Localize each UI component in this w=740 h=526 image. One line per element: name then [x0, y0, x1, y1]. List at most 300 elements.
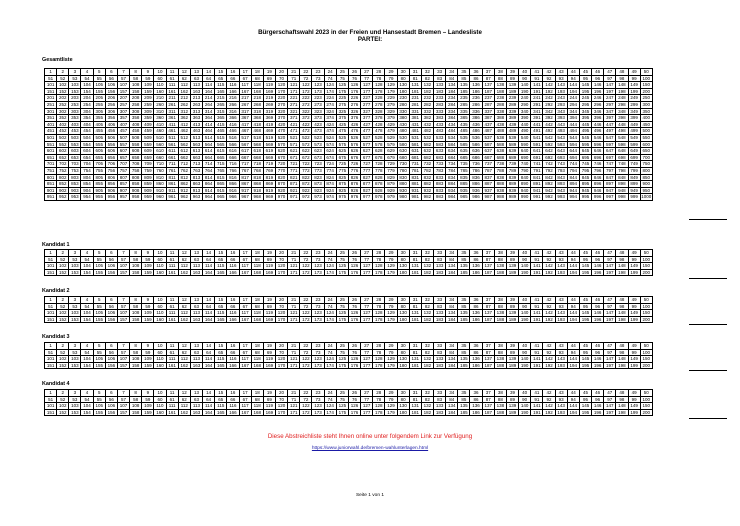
tally-cell: 100: [640, 303, 652, 310]
tally-cell: 89: [506, 256, 518, 263]
tally-cell: 141: [531, 82, 543, 89]
tally-cell: 59: [142, 303, 154, 310]
tally-cell: 519: [263, 134, 275, 141]
sum-line-kandidat-3: [689, 370, 727, 371]
tally-cell: 122: [300, 263, 312, 270]
tally-cell: 15: [215, 343, 227, 350]
tally-cell: 165: [215, 409, 227, 416]
tally-cell: 363: [190, 115, 202, 122]
tally-cell: 998: [616, 194, 628, 201]
tally-cell: 666: [227, 154, 239, 161]
tally-cell: 390: [519, 115, 531, 122]
tally-cell: 9: [142, 343, 154, 350]
tally-cell: 139: [506, 82, 518, 89]
tally-cell: 79: [385, 256, 397, 263]
tally-cell: 75: [336, 396, 348, 403]
tally-cell: 173: [312, 409, 324, 416]
tally-cell: 816: [227, 174, 239, 181]
tally-cell: 68: [251, 256, 263, 263]
tally-cell: 140: [519, 310, 531, 317]
tally-cell: 23: [312, 69, 324, 76]
tally-cell: 542: [543, 134, 555, 141]
tally-cell: 833: [434, 174, 446, 181]
tally-cell: 582: [421, 141, 433, 148]
tally-cell: 420: [275, 121, 287, 128]
tally-cell: 107: [117, 82, 129, 89]
tally-cell: 94: [567, 256, 579, 263]
tally-cell: 20: [275, 69, 287, 76]
tally-cell: 13: [190, 69, 202, 76]
tally-cell: 625: [336, 148, 348, 155]
tally-cell: 406: [105, 121, 117, 128]
tally-cell: 257: [117, 101, 129, 108]
tally-cell: 325: [336, 108, 348, 115]
tally-cell: 178: [373, 88, 385, 95]
tally-cell: 110: [154, 82, 166, 89]
tally-cell: 724: [324, 161, 336, 168]
tally-cell: 761: [166, 167, 178, 174]
tally-cell: 790: [519, 167, 531, 174]
tally-cell: 104: [81, 263, 93, 270]
tally-cell: 107: [117, 403, 129, 410]
tally-cell: 324: [324, 108, 336, 115]
tally-cell: 1: [45, 390, 57, 397]
tally-cell: 73: [312, 303, 324, 310]
tally-cell: 82: [421, 256, 433, 263]
tally-cell: 814: [203, 174, 215, 181]
tally-cell: 12: [178, 390, 190, 397]
tally-cell: 38: [494, 250, 506, 257]
tally-cell: 84: [446, 303, 458, 310]
tally-cell: 965: [215, 194, 227, 201]
tally-cell: 745: [579, 161, 591, 168]
tally-cell: 95: [579, 349, 591, 356]
tally-cell: 171: [288, 269, 300, 276]
tally-cell: 316: [227, 108, 239, 115]
tally-cell: 69: [263, 75, 275, 82]
tally-cell: 161: [166, 316, 178, 323]
tally-cell: 920: [275, 187, 287, 194]
tally-cell: 64: [203, 75, 215, 82]
tally-cell: 681: [409, 154, 421, 161]
tally-cell: 162: [178, 362, 190, 369]
tally-cell: 133: [434, 82, 446, 89]
tally-cell: 447: [604, 121, 616, 128]
tally-cell: 940: [519, 187, 531, 194]
tally-cell: 144: [567, 263, 579, 270]
tally-cell: 804: [81, 174, 93, 181]
tally-cell: 533: [434, 134, 446, 141]
tally-cell: 179: [385, 362, 397, 369]
tally-cell: 112: [178, 263, 190, 270]
tally-cell: 175: [336, 269, 348, 276]
tally-cell: 183: [434, 362, 446, 369]
tally-cell: 219: [263, 95, 275, 102]
tally-cell: 634: [446, 148, 458, 155]
tally-cell: 58: [130, 396, 142, 403]
download-link[interactable]: https://www.juniorwahl.de/bremen-wahlunterlagen.html: [311, 446, 429, 451]
tally-cell: 66: [227, 349, 239, 356]
tally-cell: 2: [57, 297, 69, 304]
tally-cell: 321: [288, 108, 300, 115]
tally-cell: 192: [543, 409, 555, 416]
tally-cell: 273: [312, 101, 324, 108]
tally-cell: 226: [348, 95, 360, 102]
tally-cell: 189: [506, 88, 518, 95]
tally-cell: 522: [300, 134, 312, 141]
tally-cell: 291: [531, 101, 543, 108]
tally-cell: 600: [640, 141, 652, 148]
tally-cell: 979: [385, 194, 397, 201]
tally-cell: 128: [373, 356, 385, 363]
tally-cell: 778: [373, 167, 385, 174]
tally-cell: 132: [421, 263, 433, 270]
tally-cell: 152: [57, 316, 69, 323]
tally-cell: 196: [592, 269, 604, 276]
tally-cell: 155: [93, 269, 105, 276]
tally-cell: 187: [482, 409, 494, 416]
tally-cell: 143: [555, 310, 567, 317]
tally-cell: 155: [93, 316, 105, 323]
tally-cell: 975: [336, 194, 348, 201]
tally-cell: 189: [506, 269, 518, 276]
tally-cell: 242: [543, 95, 555, 102]
tally-cell: 115: [215, 82, 227, 89]
tally-cell: 138: [494, 310, 506, 317]
tally-cell: 45: [579, 69, 591, 76]
tally-cell: 114: [203, 356, 215, 363]
tally-cell: 127: [361, 82, 373, 89]
tally-cell: 173: [312, 316, 324, 323]
tally-cell: 825: [336, 174, 348, 181]
tally-cell: 941: [531, 187, 543, 194]
tally-cell: 188: [494, 88, 506, 95]
tally-cell: 607: [117, 148, 129, 155]
tally-cell: 157: [117, 362, 129, 369]
tally-cell: 198: [616, 362, 628, 369]
tally-cell: 97: [604, 303, 616, 310]
tally-cell: 42: [543, 69, 555, 76]
tally-cell: 41: [531, 69, 543, 76]
online-notice: Diese Abstreichliste steht Ihnen online unter folgendem Link zur Verfügung: [267, 433, 473, 440]
tally-cell: 7: [117, 250, 129, 257]
tally-cell: 41: [531, 343, 543, 350]
tally-cell: 59: [142, 256, 154, 263]
tally-cell: 822: [300, 174, 312, 181]
tally-cell: 95: [579, 303, 591, 310]
tally-cell: 842: [543, 174, 555, 181]
tally-cell: 44: [567, 297, 579, 304]
tally-cell: 186: [470, 409, 482, 416]
tally-cell: 112: [178, 310, 190, 317]
tally-cell: 849: [628, 174, 640, 181]
tally-cell: 659: [142, 154, 154, 161]
tally-cell: 120: [275, 310, 287, 317]
tally-cell: 297: [604, 101, 616, 108]
tally-cell: 708: [130, 161, 142, 168]
tally-cell: 370: [275, 115, 287, 122]
tally-cell: 718: [251, 161, 263, 168]
tally-cell: 484: [446, 128, 458, 135]
tally-cell: 136: [470, 82, 482, 89]
tally-cell: 194: [567, 316, 579, 323]
tally-cell: 183: [434, 88, 446, 95]
tally-cell: 871: [288, 181, 300, 188]
tally-cell: 110: [154, 356, 166, 363]
tally-cell: 764: [203, 167, 215, 174]
tally-grid-kandidat-3: [44, 342, 653, 369]
tally-cell: 322: [300, 108, 312, 115]
tally-cell: 135: [458, 82, 470, 89]
tally-cell: 259: [142, 101, 154, 108]
tally-cell: 679: [385, 154, 397, 161]
tally-cell: 77: [361, 349, 373, 356]
tally-cell: 535: [458, 134, 470, 141]
tally-cell: 980: [397, 194, 409, 201]
tally-cell: 305: [93, 108, 105, 115]
tally-cell: 79: [385, 303, 397, 310]
tally-cell: 28: [373, 390, 385, 397]
tally-cell: 855: [93, 181, 105, 188]
tally-cell: 13: [190, 390, 202, 397]
tally-cell: 615: [215, 148, 227, 155]
tally-cell: 92: [543, 75, 555, 82]
tally-cell: 79: [385, 349, 397, 356]
tally-cell: 57: [117, 303, 129, 310]
tally-cell: 165: [215, 88, 227, 95]
tally-cell: 534: [446, 134, 458, 141]
tally-cell: 181: [409, 362, 421, 369]
tally-cell: 188: [494, 409, 506, 416]
tally-cell: 684: [446, 154, 458, 161]
tally-cell: 145: [579, 403, 591, 410]
tally-cell: 528: [373, 134, 385, 141]
tally-cell: 491: [531, 128, 543, 135]
tally-cell: 793: [555, 167, 567, 174]
tally-cell: 138: [494, 356, 506, 363]
tally-cell: 530: [397, 134, 409, 141]
tally-cell: 181: [409, 316, 421, 323]
tally-cell: 303: [69, 108, 81, 115]
tally-cell: 323: [312, 108, 324, 115]
tally-cell: 701: [45, 161, 57, 168]
tally-cell: 52: [57, 256, 69, 263]
tally-cell: 228: [373, 95, 385, 102]
tally-cell: 562: [178, 141, 190, 148]
tally-cell: 64: [203, 256, 215, 263]
tally-cell: 796: [592, 167, 604, 174]
tally-cell: 73: [312, 396, 324, 403]
tally-cell: 633: [434, 148, 446, 155]
tally-cell: 98: [616, 396, 628, 403]
tally-cell: 463: [190, 128, 202, 135]
tally-cell: 68: [251, 75, 263, 82]
tally-cell: 603: [69, 148, 81, 155]
tally-cell: 892: [543, 181, 555, 188]
tally-cell: 486: [470, 128, 482, 135]
tally-cell: 21: [288, 390, 300, 397]
tally-cell: 568: [251, 141, 263, 148]
tally-cell: 146: [592, 82, 604, 89]
tally-cell: 882: [421, 181, 433, 188]
tally-cell: 1: [45, 297, 57, 304]
tally-cell: 275: [336, 101, 348, 108]
tally-cell: 167: [239, 316, 251, 323]
tally-cell: 760: [154, 167, 166, 174]
tally-cell: 907: [117, 187, 129, 194]
tally-cell: 116: [227, 263, 239, 270]
tally-cell: 66: [227, 75, 239, 82]
tally-cell: 487: [482, 128, 494, 135]
tally-cell: 148: [616, 403, 628, 410]
tally-cell: 660: [154, 154, 166, 161]
tally-cell: 11: [166, 250, 178, 257]
tally-cell: 17: [239, 250, 251, 257]
tally-cell: 262: [178, 101, 190, 108]
tally-cell: 152: [57, 269, 69, 276]
tally-cell: 157: [117, 316, 129, 323]
tally-cell: 193: [555, 409, 567, 416]
tally-cell: 974: [324, 194, 336, 201]
tally-cell: 179: [385, 409, 397, 416]
tally-cell: 24: [324, 250, 336, 257]
tally-cell: 42: [543, 390, 555, 397]
tally-cell: 348: [616, 108, 628, 115]
tally-cell: 127: [361, 403, 373, 410]
tally-cell: 811: [166, 174, 178, 181]
tally-cell: 630: [397, 148, 409, 155]
tally-cell: 296: [592, 101, 604, 108]
tally-cell: 543: [555, 134, 567, 141]
tally-cell: 106: [105, 263, 117, 270]
tally-cell: 24: [324, 69, 336, 76]
grid-row: [45, 356, 653, 363]
tally-cell: 903: [69, 187, 81, 194]
tally-cell: 64: [203, 349, 215, 356]
tally-cell: 797: [604, 167, 616, 174]
tally-cell: 438: [494, 121, 506, 128]
tally-cell: 611: [166, 148, 178, 155]
tally-cell: 110: [154, 263, 166, 270]
tally-cell: 194: [567, 409, 579, 416]
tally-cell: 130: [397, 263, 409, 270]
tally-cell: 178: [373, 316, 385, 323]
tally-cell: 645: [579, 148, 591, 155]
tally-cell: 61: [166, 303, 178, 310]
tally-cell: 129: [385, 403, 397, 410]
tally-cell: 20: [275, 390, 287, 397]
tally-cell: 516: [227, 134, 239, 141]
tally-cell: 67: [239, 396, 251, 403]
tally-cell: 78: [373, 256, 385, 263]
tally-cell: 268: [251, 101, 263, 108]
tally-cell: 384: [446, 115, 458, 122]
tally-cell: 911: [166, 187, 178, 194]
tally-cell: 173: [312, 269, 324, 276]
tally-cell: 515: [215, 134, 227, 141]
tally-cell: 199: [628, 316, 640, 323]
tally-cell: 39: [506, 69, 518, 76]
tally-cell: 147: [604, 356, 616, 363]
tally-cell: 11: [166, 69, 178, 76]
tally-cell: 114: [203, 82, 215, 89]
tally-cell: 80: [397, 256, 409, 263]
tally-cell: 349: [628, 108, 640, 115]
tally-cell: 210: [154, 95, 166, 102]
tally-cell: 82: [421, 396, 433, 403]
tally-cell: 85: [458, 256, 470, 263]
tally-cell: 775: [336, 167, 348, 174]
tally-cell: 43: [555, 297, 567, 304]
tally-cell: 652: [57, 154, 69, 161]
tally-cell: 36: [470, 343, 482, 350]
tally-cell: 148: [616, 356, 628, 363]
tally-cell: 186: [470, 316, 482, 323]
tally-cell: 160: [154, 316, 166, 323]
tally-cell: 41: [531, 390, 543, 397]
tally-cell: 400: [640, 115, 652, 122]
tally-cell: 154: [81, 88, 93, 95]
tally-cell: 678: [373, 154, 385, 161]
tally-cell: 817: [239, 174, 251, 181]
tally-cell: 191: [531, 269, 543, 276]
tally-cell: 35: [458, 343, 470, 350]
tally-cell: 172: [300, 269, 312, 276]
tally-cell: 569: [263, 141, 275, 148]
tally-cell: 548: [616, 134, 628, 141]
tally-cell: 799: [628, 167, 640, 174]
tally-cell: 575: [336, 141, 348, 148]
tally-cell: 122: [300, 82, 312, 89]
grid-row: [45, 269, 653, 276]
tally-cell: 781: [409, 167, 421, 174]
tally-cell: 819: [263, 174, 275, 181]
tally-cell: 801: [45, 174, 57, 181]
tally-cell: 682: [421, 154, 433, 161]
tally-cell: 371: [288, 115, 300, 122]
tally-cell: 74: [324, 256, 336, 263]
tally-cell: 338: [494, 108, 506, 115]
tally-cell: 62: [178, 303, 190, 310]
tally-cell: 382: [421, 115, 433, 122]
tally-cell: 619: [263, 148, 275, 155]
tally-cell: 48: [616, 390, 628, 397]
tally-cell: 856: [105, 181, 117, 188]
tally-cell: 103: [69, 263, 81, 270]
tally-cell: 144: [567, 82, 579, 89]
tally-cell: 93: [555, 256, 567, 263]
tally-cell: 117: [239, 403, 251, 410]
tally-cell: 96: [592, 396, 604, 403]
tally-cell: 10: [154, 343, 166, 350]
tally-cell: 33: [434, 250, 446, 257]
tally-cell: 152: [57, 362, 69, 369]
tally-cell: 125: [336, 310, 348, 317]
tally-cell: 12: [178, 297, 190, 304]
tally-cell: 556: [105, 141, 117, 148]
tally-cell: 776: [348, 167, 360, 174]
grid-row: [45, 134, 653, 141]
tally-cell: 184: [446, 362, 458, 369]
tally-cell: 851: [45, 181, 57, 188]
tally-cell: 114: [203, 310, 215, 317]
grid-row: [45, 69, 653, 76]
tally-cell: 35: [458, 390, 470, 397]
tally-cell: 345: [579, 108, 591, 115]
tally-cell: 30: [397, 343, 409, 350]
tally-cell: 142: [543, 82, 555, 89]
tally-cell: 24: [324, 343, 336, 350]
